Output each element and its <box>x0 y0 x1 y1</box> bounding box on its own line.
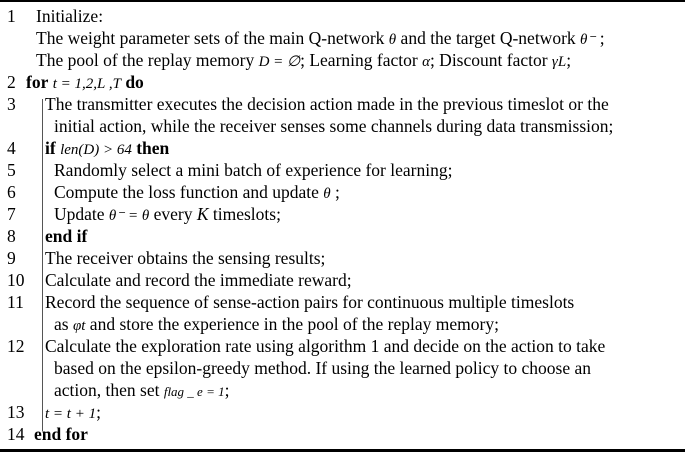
keyword-for: for <box>26 72 49 92</box>
keyword-do: do <box>125 72 144 92</box>
line-number: 1 <box>7 6 16 26</box>
line-text: The receiver obtains the sensing results; <box>45 248 326 268</box>
line-text: Randomly select a mini batch of experience for learning; <box>54 160 453 180</box>
top-rule <box>0 0 685 2</box>
line-text: The weight parameter sets of the main Q-network <box>36 28 389 48</box>
line-number: 6 <box>7 182 16 202</box>
line-text: every <box>149 204 197 224</box>
math-K: K <box>196 204 209 224</box>
line-text: and store the experience in the pool of the replay memory; <box>85 314 499 334</box>
math-theta: θ <box>388 32 397 48</box>
math-t-range: t = 1,2,L ,T <box>52 76 121 92</box>
math-increment: t = t + 1 <box>45 406 97 422</box>
math-flag: flag _ e = 1 <box>163 384 225 399</box>
line-number: 5 <box>7 160 16 180</box>
line-number: 2 <box>7 72 16 92</box>
line-number: 14 <box>7 424 25 444</box>
math-phi-t: φt <box>72 318 86 334</box>
keyword-end-for: end for <box>34 424 88 444</box>
line-number: 10 <box>7 270 25 290</box>
line-text: action, then set <box>54 380 164 400</box>
line-number: 4 <box>7 138 16 158</box>
line-number: 7 <box>7 204 16 224</box>
line-number: 11 <box>7 292 24 312</box>
line-text: ; <box>224 380 230 400</box>
indent-guide <box>42 99 43 431</box>
math-gamma: γL <box>551 54 567 70</box>
line-number: 3 <box>7 94 16 114</box>
line-text: and the target Q-network <box>396 28 581 48</box>
line-text: Initialize: <box>36 6 104 26</box>
line-text: ; Discount factor <box>429 50 552 70</box>
line-number: 12 <box>7 336 25 356</box>
line-number: 9 <box>7 248 16 268</box>
keyword-then: then <box>136 138 170 158</box>
line-text: timeslots; <box>208 204 281 224</box>
math-alpha: α <box>422 54 430 70</box>
line-number: 8 <box>7 226 16 246</box>
line-text: as <box>54 314 73 334</box>
keyword-if: if <box>45 138 56 158</box>
math-D-empty: D = ∅ <box>258 54 301 70</box>
line-text: ; <box>566 50 572 70</box>
line-text: Calculate and record the immediate reward; <box>45 270 352 290</box>
math-condition: len(D) > 64 <box>60 142 132 158</box>
line-text: initial action, while the receiver senses some channels during data transmission; <box>54 116 614 136</box>
line-text: ; Learning factor <box>300 50 423 70</box>
line-text: ; <box>330 182 340 202</box>
line-text: The pool of the replay memory <box>36 50 259 70</box>
line-text: ; <box>96 402 101 422</box>
line-text: Update <box>54 204 109 224</box>
line-text: based on the epsilon-greedy method. If using the learned policy to choose an <box>54 358 591 378</box>
math-update: θ⁻ = θ <box>108 208 150 224</box>
line-text: Record the sequence of sense-action pairs for continuous multiple timeslots <box>45 292 575 312</box>
line-text: The transmitter executes the decision action made in the previous timeslot or the <box>45 94 609 114</box>
keyword-end-if: end if <box>45 226 88 246</box>
math-theta-minus: θ⁻ <box>580 32 596 48</box>
line-number: 13 <box>7 402 25 422</box>
line-text: Calculate the exploration rate using algorithm 1 and decide on the action to take <box>45 336 606 356</box>
line-text: ; <box>595 28 605 48</box>
math-theta: θ <box>323 186 331 202</box>
line-text: Compute the loss function and update <box>54 182 324 202</box>
bottom-rule <box>0 449 685 452</box>
